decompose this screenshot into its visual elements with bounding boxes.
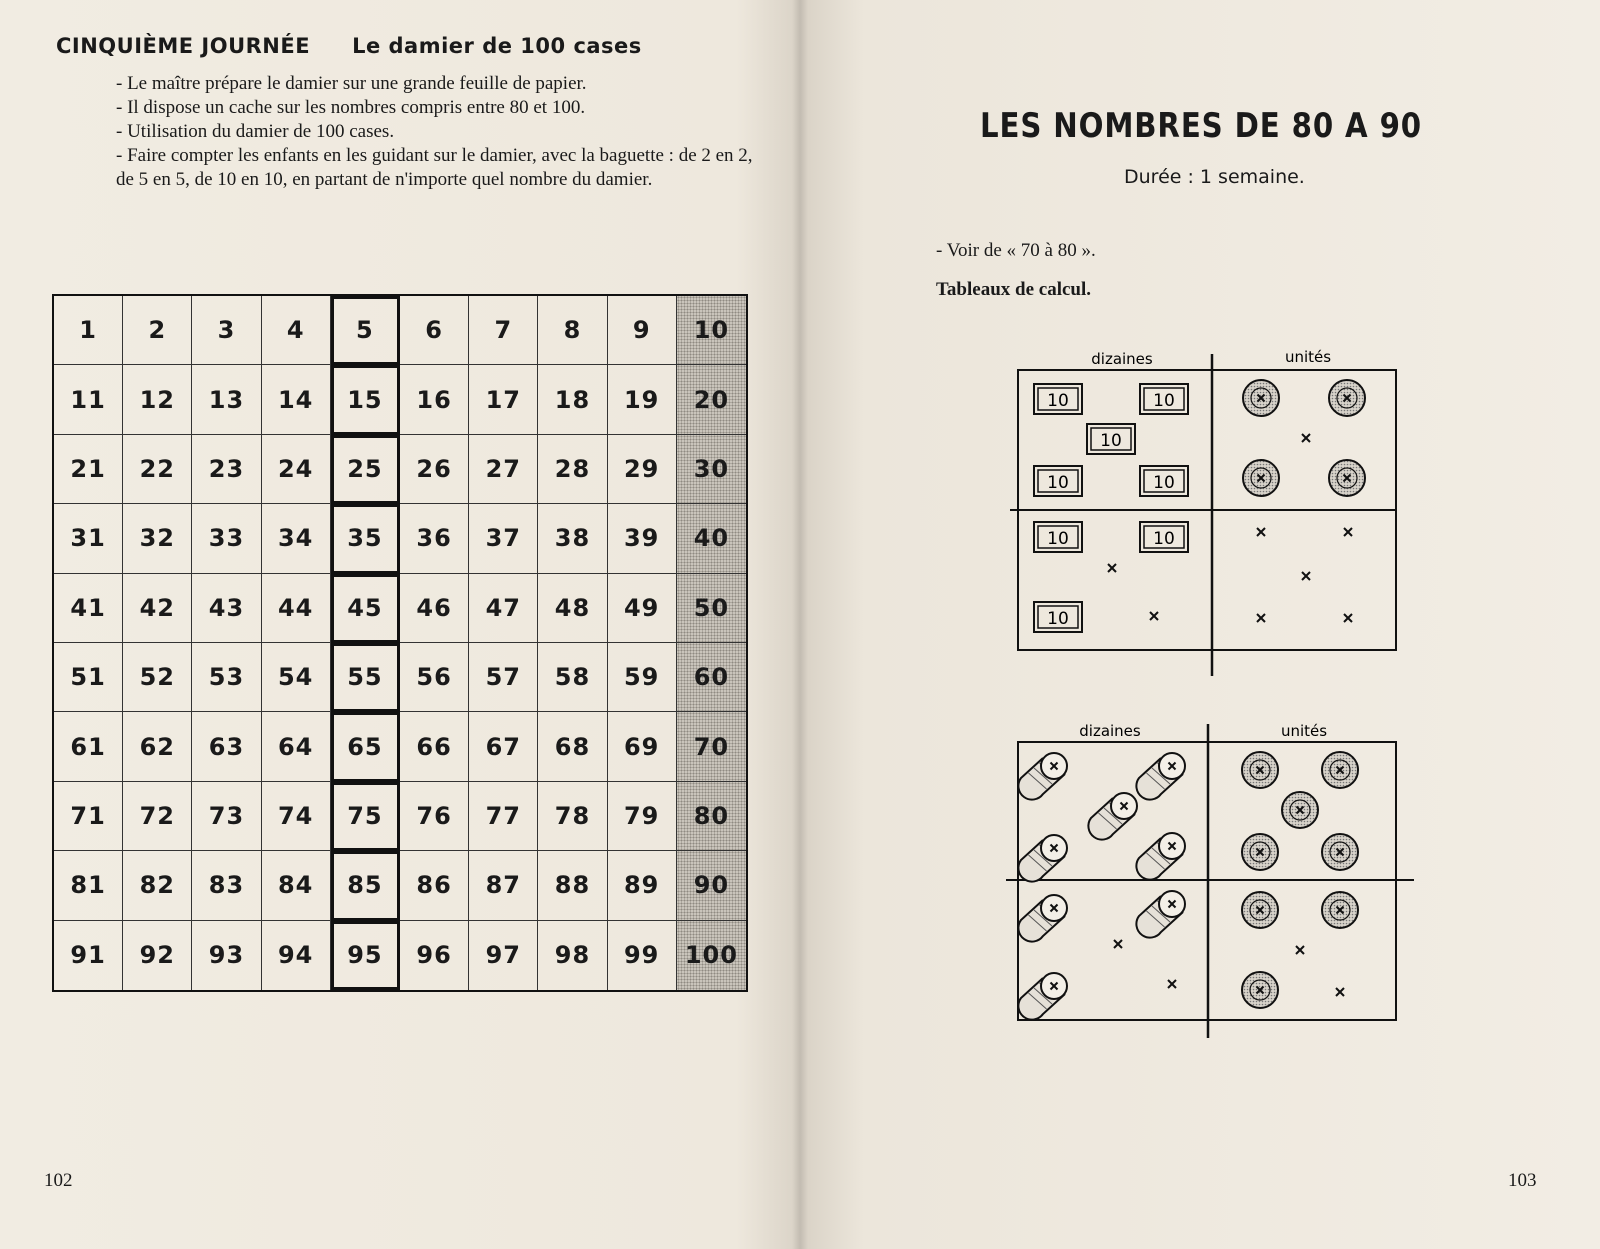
unit-token — [1322, 892, 1358, 928]
page-title: LES NOMBRES DE 80 A 90 — [980, 106, 1423, 146]
grid-cell: 10 — [677, 296, 746, 365]
grid-cell: 93 — [192, 921, 261, 990]
ten-box-label: 10 — [1047, 391, 1069, 411]
cross-mark — [1302, 572, 1310, 580]
grid-cell: 7 — [469, 296, 538, 365]
grid-cell: 13 — [192, 365, 261, 434]
ten-rod — [1088, 793, 1137, 840]
grid-cell: 57 — [469, 643, 538, 712]
grid-cell: 31 — [54, 504, 123, 573]
unit-token — [1329, 380, 1365, 416]
grid-cell: 2 — [123, 296, 192, 365]
ten-box — [1034, 466, 1082, 496]
cross-mark — [1108, 564, 1116, 572]
cross-mark — [1296, 946, 1304, 954]
grid-cell: 50 — [677, 574, 746, 643]
day-heading — [56, 34, 642, 58]
grid-cell: 43 — [192, 574, 261, 643]
ten-box — [1034, 602, 1082, 632]
grid-cell: 33 — [192, 504, 261, 573]
grid-cell: 97 — [469, 921, 538, 990]
grid-cell: 38 — [538, 504, 607, 573]
hundred-grid — [52, 294, 748, 992]
unit-token — [1322, 752, 1358, 788]
grid-cell: 85 — [331, 851, 400, 920]
instruction-4 — [0, 144, 756, 192]
grid-cell: 29 — [608, 435, 677, 504]
grid-cell: 76 — [400, 782, 469, 851]
grid-cell: 100 — [677, 921, 746, 990]
ten-rod — [1136, 753, 1185, 800]
unit-token — [1242, 972, 1278, 1008]
ten-box-label: 10 — [1153, 529, 1175, 549]
grid-cell: 42 — [123, 574, 192, 643]
grid-cell: 91 — [54, 921, 123, 990]
grid-cell: 1 — [54, 296, 123, 365]
ten-rod — [1136, 833, 1185, 880]
unit-token — [1242, 892, 1278, 928]
grid-cell: 15 — [331, 365, 400, 434]
grid-cell: 24 — [262, 435, 331, 504]
grid-cell: 70 — [677, 712, 746, 781]
grid-cell: 35 — [331, 504, 400, 573]
cross-mark — [1114, 940, 1122, 948]
grid-cell: 75 — [331, 782, 400, 851]
grid-cell: 41 — [54, 574, 123, 643]
instruction-2: - Il dispose un cache sur les nombres compris entre 80 et 100. — [116, 97, 586, 118]
ten-box-label: 10 — [1047, 609, 1069, 629]
table2-label-dizaines: dizaines — [1079, 722, 1141, 740]
page-number-left: 102 — [44, 1170, 73, 1191]
grid-cell: 99 — [608, 921, 677, 990]
grid-cell: 17 — [469, 365, 538, 434]
ten-box — [1087, 424, 1135, 454]
cross-mark — [1257, 528, 1265, 536]
grid-cell: 81 — [54, 851, 123, 920]
ten-rod — [1018, 895, 1067, 942]
ten-box-label: 10 — [1047, 529, 1069, 549]
table1-label-unites: unités — [1284, 348, 1332, 366]
grid-cell: 34 — [262, 504, 331, 573]
grid-cell: 74 — [262, 782, 331, 851]
instructions — [116, 72, 756, 192]
cross-mark — [1168, 980, 1176, 988]
unit-token — [1282, 792, 1318, 828]
grid-cell: 6 — [400, 296, 469, 365]
grid-cell: 32 — [123, 504, 192, 573]
grid-cell: 64 — [262, 712, 331, 781]
table1-label-dizaines: dizaines — [1091, 350, 1153, 368]
grid-cell: 36 — [400, 504, 469, 573]
grid-cell: 3 — [192, 296, 261, 365]
grid-cell: 18 — [538, 365, 607, 434]
book-gutter — [792, 0, 808, 1249]
grid-cell: 16 — [400, 365, 469, 434]
ten-rod — [1136, 891, 1185, 938]
grid-cell: 95 — [331, 921, 400, 990]
grid-cell: 21 — [54, 435, 123, 504]
grid-cell: 55 — [331, 643, 400, 712]
grid-cell: 22 — [123, 435, 192, 504]
instruction-3: - Utilisation du damier de 100 cases. — [116, 121, 395, 142]
grid-cell: 30 — [677, 435, 746, 504]
unit-token — [1322, 834, 1358, 870]
grid-cell: 62 — [123, 712, 192, 781]
ten-box — [1140, 522, 1188, 552]
ten-box-label: 10 — [1047, 473, 1069, 493]
grid-cell: 9 — [608, 296, 677, 365]
grid-cell: 80 — [677, 782, 746, 851]
ten-box-label: 10 — [1100, 431, 1122, 451]
grid-cell: 69 — [608, 712, 677, 781]
grid-cell: 20 — [677, 365, 746, 434]
grid-cell: 54 — [262, 643, 331, 712]
grid-cell: 90 — [677, 851, 746, 920]
grid-cell: 88 — [538, 851, 607, 920]
cross-mark — [1336, 988, 1344, 996]
grid-cell: 63 — [192, 712, 261, 781]
calc-table-1 — [1010, 346, 1410, 676]
grid-cell: 47 — [469, 574, 538, 643]
right-page — [800, 0, 1600, 1249]
grid-cell: 39 — [608, 504, 677, 573]
ten-box-label: 10 — [1153, 391, 1175, 411]
unit-token — [1243, 380, 1279, 416]
subheading-text: Le damier de 100 cases — [352, 34, 642, 58]
unit-token — [1242, 752, 1278, 788]
calc-table-2 — [1006, 718, 1426, 1048]
grid-cell: 5 — [331, 296, 400, 365]
grid-cell: 27 — [469, 435, 538, 504]
instruction-4-text: - Faire compter les enfants en les guidant sur le damier, avec la baguette : de 2 en 2, de 5 en 5, de 10 en 10, en partant de n'importe quel nombre du damier. — [116, 145, 753, 190]
grid-cell: 49 — [608, 574, 677, 643]
instruction-1: - Le maître prépare le damier sur une grande feuille de papier. — [116, 73, 587, 94]
grid-cell: 71 — [54, 782, 123, 851]
grid-cell: 87 — [469, 851, 538, 920]
cross-mark — [1150, 612, 1158, 620]
tables-label: Tableaux de calcul. — [936, 279, 1092, 300]
grid-cell: 98 — [538, 921, 607, 990]
grid-cell: 40 — [677, 504, 746, 573]
ten-box — [1140, 384, 1188, 414]
grid-cell: 26 — [400, 435, 469, 504]
ten-box — [1140, 466, 1188, 496]
table2-label-unites: unités — [1280, 722, 1328, 740]
grid-cell: 77 — [469, 782, 538, 851]
grid-cell: 4 — [262, 296, 331, 365]
grid-cell: 86 — [400, 851, 469, 920]
grid-cell: 83 — [192, 851, 261, 920]
grid-cell: 68 — [538, 712, 607, 781]
ten-rod — [1018, 973, 1067, 1020]
cross-mark — [1302, 434, 1310, 442]
grid-cell: 92 — [123, 921, 192, 990]
duration: Durée : 1 semaine. — [1124, 166, 1305, 188]
grid-cell: 19 — [608, 365, 677, 434]
grid-cell: 73 — [192, 782, 261, 851]
ten-box-label: 10 — [1153, 473, 1175, 493]
grid-cell: 8 — [538, 296, 607, 365]
ten-box — [1034, 384, 1082, 414]
grid-cell: 28 — [538, 435, 607, 504]
heading-text: CINQUIÈME JOURNÉE — [56, 34, 311, 58]
page-number-right: 103 — [1508, 1170, 1537, 1191]
grid-cell: 53 — [192, 643, 261, 712]
unit-token — [1243, 460, 1279, 496]
grid-cell: 79 — [608, 782, 677, 851]
grid-cell: 78 — [538, 782, 607, 851]
grid-cell: 44 — [262, 574, 331, 643]
grid-cell: 89 — [608, 851, 677, 920]
grid-cell: 66 — [400, 712, 469, 781]
grid-cell: 25 — [331, 435, 400, 504]
grid-cell: 82 — [123, 851, 192, 920]
grid-cell: 65 — [331, 712, 400, 781]
grid-cell: 58 — [538, 643, 607, 712]
grid-cell: 60 — [677, 643, 746, 712]
grid-cell: 84 — [262, 851, 331, 920]
see-also: - Voir de « 70 à 80 ». — [936, 240, 1096, 261]
cross-mark — [1257, 614, 1265, 622]
grid-cell: 37 — [469, 504, 538, 573]
ten-rod — [1018, 753, 1067, 800]
grid-cell: 23 — [192, 435, 261, 504]
grid-cell: 46 — [400, 574, 469, 643]
cross-mark — [1344, 528, 1352, 536]
grid-cell: 45 — [331, 574, 400, 643]
ten-rod — [1018, 835, 1067, 882]
grid-cell: 72 — [123, 782, 192, 851]
grid-cell: 61 — [54, 712, 123, 781]
grid-cell: 51 — [54, 643, 123, 712]
grid-cell: 48 — [538, 574, 607, 643]
grid-cell: 59 — [608, 643, 677, 712]
unit-token — [1242, 834, 1278, 870]
grid-cell: 96 — [400, 921, 469, 990]
grid-cell: 56 — [400, 643, 469, 712]
grid-cell: 12 — [123, 365, 192, 434]
grid-cell: 52 — [123, 643, 192, 712]
unit-token — [1329, 460, 1365, 496]
cross-mark — [1344, 614, 1352, 622]
grid-cell: 14 — [262, 365, 331, 434]
ten-box — [1034, 522, 1082, 552]
grid-cell: 11 — [54, 365, 123, 434]
grid-cell: 67 — [469, 712, 538, 781]
grid-cell: 94 — [262, 921, 331, 990]
